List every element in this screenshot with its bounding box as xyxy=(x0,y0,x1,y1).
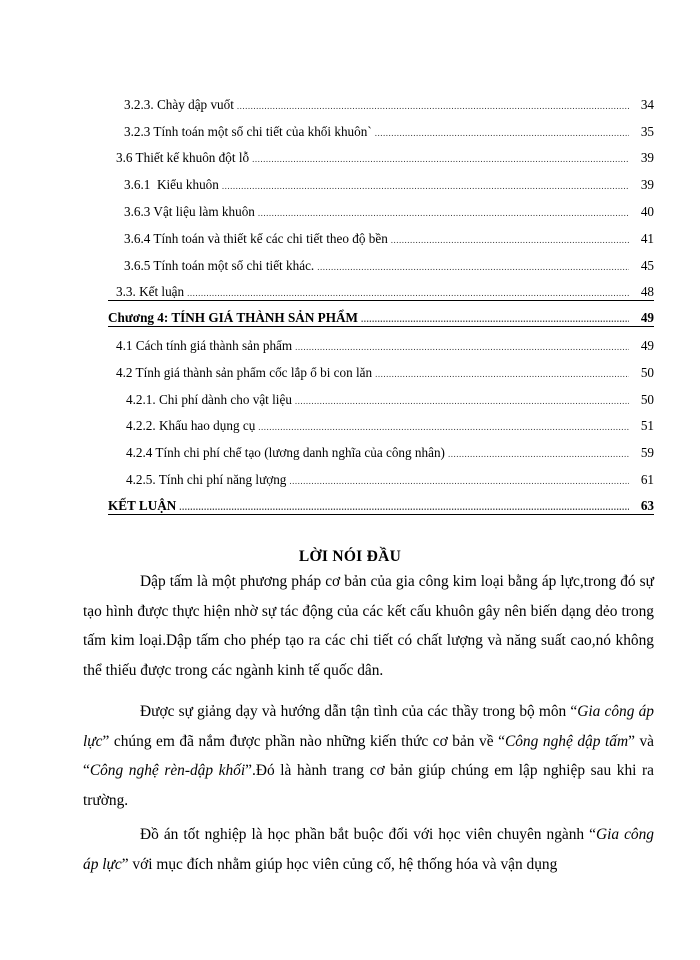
toc-leader-dots xyxy=(237,100,629,113)
toc-entry[interactable] xyxy=(108,300,654,327)
toc-entry[interactable] xyxy=(108,220,654,247)
text-run: Được sự giảng dạy và hướng dẫn tận tình của các thầy trong bộ môn “ xyxy=(140,703,578,720)
italic-run: Công nghệ dập tấm xyxy=(504,732,629,750)
toc-entry-label: 4.2.1. Chi phí dành cho vật liệu xyxy=(126,391,292,407)
italic-run: Gia công áp lực xyxy=(83,826,654,873)
toc-entry-page: 39 xyxy=(640,177,654,193)
paragraph-3-text xyxy=(83,820,654,879)
toc-entry-label: 3.6.4 Tính toán và thiết kế các chi tiết theo độ bền xyxy=(124,230,388,246)
toc-entry-page: 49 xyxy=(640,337,654,353)
toc-entry-label: 3.3. Kết luận xyxy=(116,284,185,300)
toc-entry[interactable] xyxy=(108,408,654,435)
toc-entry[interactable] xyxy=(108,140,654,167)
toc-leader-dots xyxy=(289,475,629,488)
toc-leader-dots xyxy=(222,180,629,193)
toc-leader-dots xyxy=(179,501,629,514)
paragraph-3 xyxy=(83,820,654,879)
toc-entry-label: 4.2 Tính giá thành sản phẩm cốc lắp ổ bi con lăn xyxy=(116,364,373,380)
toc-entry-page: 63 xyxy=(640,497,654,513)
toc-entry[interactable] xyxy=(108,274,654,301)
toc-entry[interactable] xyxy=(108,488,654,515)
paragraph-2-text xyxy=(83,697,654,815)
toc-entry-page: 35 xyxy=(640,123,654,139)
toc-entry-page: 59 xyxy=(640,445,654,461)
toc-entry[interactable] xyxy=(108,113,654,140)
toc-entry[interactable] xyxy=(108,193,654,220)
italic-run: Công nghệ rèn-dập khối xyxy=(89,762,246,779)
toc-entry-page: 41 xyxy=(640,230,654,246)
toc-entry-page: 40 xyxy=(640,203,654,219)
toc-entry-page: 45 xyxy=(640,257,654,273)
toc-entry-page: 34 xyxy=(640,96,654,112)
text-run: ” với mục đích nhằm giúp học viên củng cố, hệ thống hóa và vận dụng xyxy=(121,855,558,873)
toc-entry[interactable] xyxy=(108,381,654,408)
text-run: ”.Đó là hành trang cơ bản giúp chúng em lập nghiệp sau khi ra trường. xyxy=(83,762,654,809)
toc-entry-label: 3.6.1 Kiểu khuôn xyxy=(124,177,219,193)
toc-entry[interactable] xyxy=(108,86,654,113)
toc-entry-page: 51 xyxy=(640,418,654,434)
toc-leader-dots xyxy=(258,421,629,434)
toc-entry-label: KẾT LUẬN xyxy=(108,497,177,513)
toc-leader-dots xyxy=(295,395,629,408)
text-run: ” và “ xyxy=(83,732,654,779)
section-title: LỜI NÓI ĐẦU xyxy=(298,548,402,565)
table-of-contents xyxy=(108,86,654,515)
text-run: Đồ án tốt nghiệp là học phần bắt buộc đối với học viên chuyên ngành “ xyxy=(140,826,596,843)
toc-leader-dots xyxy=(375,368,629,381)
paragraph-1 xyxy=(83,567,654,685)
toc-entry-label: 3.6.5 Tính toán một số chi tiết khác. xyxy=(124,257,315,273)
toc-entry-label: 4.1 Cách tính giá thành sản phẩm xyxy=(116,337,293,353)
toc-leader-dots xyxy=(375,127,629,140)
italic-run: Gia công áp lực xyxy=(83,703,654,750)
toc-entry-page: 50 xyxy=(640,391,654,407)
toc-entry-label: 3.6 Thiết kế khuôn đột lỗ xyxy=(116,150,250,166)
toc-entry-label: 3.2.3 Tính toán một số chi tiết của khối khuôn` xyxy=(124,123,372,139)
paragraph-2 xyxy=(83,697,654,815)
toc-leader-dots xyxy=(361,313,629,326)
toc-entry[interactable] xyxy=(108,166,654,193)
toc-entry-label: Chương 4: TÍNH GIÁ THÀNH SẢN PHẨM xyxy=(108,310,358,326)
toc-leader-dots xyxy=(317,261,629,274)
toc-entry-page: 50 xyxy=(640,364,654,380)
toc-entry-label: 3.6.3 Vật liệu làm khuôn xyxy=(124,203,255,219)
toc-entry[interactable] xyxy=(108,247,654,274)
toc-entry-page: 48 xyxy=(640,284,654,300)
toc-leader-dots xyxy=(448,448,629,461)
toc-leader-dots xyxy=(252,153,629,166)
toc-entry[interactable] xyxy=(108,327,654,354)
toc-entry[interactable] xyxy=(108,434,654,461)
toc-entry-label: 3.2.3. Chày dập vuốt xyxy=(124,96,234,112)
toc-entry-page: 49 xyxy=(640,310,654,326)
toc-entry-page: 61 xyxy=(640,471,654,487)
toc-entry[interactable] xyxy=(108,461,654,488)
text-run: ” chúng em đã nắm được phần nào những kiến thức cơ bản về “ xyxy=(102,732,505,750)
toc-entry-label: 4.2.4 Tính chi phí chế tạo (lương danh nghĩa của công nhân) xyxy=(126,445,445,461)
toc-leader-dots xyxy=(295,341,629,354)
toc-leader-dots xyxy=(258,207,629,220)
toc-entry-label: 4.2.2. Khấu hao dụng cụ xyxy=(126,418,256,434)
toc-entry-page: 39 xyxy=(640,150,654,166)
toc-entry-label: 4.2.5. Tính chi phí năng lượng xyxy=(126,471,287,487)
toc-leader-dots xyxy=(391,234,629,247)
toc-leader-dots xyxy=(187,287,629,300)
toc-entry[interactable] xyxy=(108,354,654,381)
paragraph-1-text: Dập tấm là một phương pháp cơ bản của gia công kim loại bằng áp lực,trong đó sự tạo hình được thực hiện nhờ sự tác động của các kết cấu khuôn gây nên biến dạng dẻo trong tấm kim loại.Dập tấm cho phép tạo ra các chi tiết có chất lượng và năng suất cao,nó không thể thiếu được trong các ngành kinh tế quốc dân. xyxy=(83,573,654,679)
